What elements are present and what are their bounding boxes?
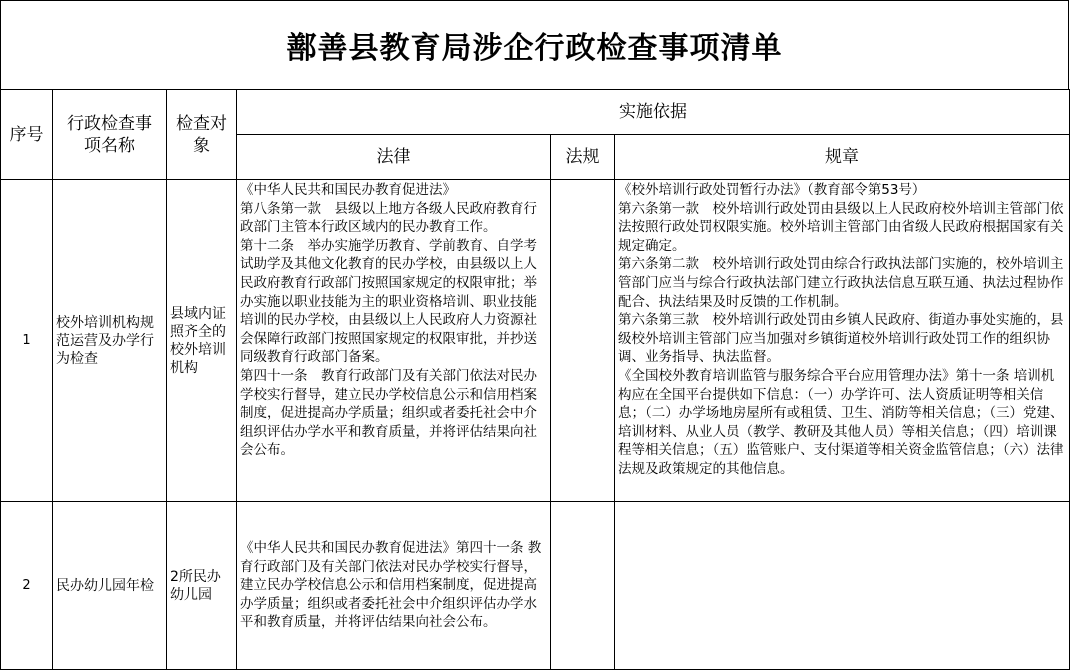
row-item-name: 民办幼儿园年检	[53, 502, 167, 670]
law-paragraph: 《中华人民共和国民办教育促进法》	[240, 182, 456, 198]
row-regulation	[551, 502, 615, 670]
header-basis: 实施依据	[237, 90, 1070, 135]
row-item-name: 校外培训机构规范运营及办学行为检查	[53, 180, 167, 502]
header-seq: 序号	[1, 90, 53, 180]
table-row	[1, 180, 1070, 502]
header-target: 检查对象	[167, 90, 237, 180]
row-seq: 2	[1, 502, 53, 670]
header-rule: 规章	[615, 135, 1070, 180]
row-law	[237, 180, 551, 502]
row-regulation	[551, 180, 615, 502]
row-seq: 1	[1, 180, 53, 502]
row-rule	[615, 502, 1070, 670]
page-title: 鄯善县教育局涉企行政检查事项清单	[286, 31, 783, 66]
rule-paragraph: 《校外培训行政处罚暂行办法》（教育部令第53号）	[618, 182, 926, 198]
header-regulation: 法规	[551, 135, 615, 180]
rule-paragraph: 《全国校外教育培训监管与服务综合平台应用管理办法》第十一条 培训机构应在全国平台提供如下信息：（一）办学许可、法人资质证明等相关信息；（二）办学场地房屋所有或租赁、卫生、消防等相关信息；（三）党建、培训材料、从业人员（教学、教研及其他人员）等相关信息；（四）培训课程等相关信息；（五）监管账户、支付渠道等相关资金监管信息；（六）法律法规及政策规定的其他信息。	[618, 367, 1064, 477]
law-paragraph: 第十二条 举办实施学历教育、学前教育、自学考试助学及其他文化教育的民办学校，由县级以上人民政府教育行政部门按照国家规定的权限审批；举办实施以职业技能为主的职业资格培训、职业技能培训的民办学校，由县级以上人民政府人力资源社会保障行政部门按照国家规定的权限审批，并抄送同级教育行政部门备案。	[240, 237, 537, 366]
checklist-table	[0, 89, 1070, 670]
law-paragraph: 《中华人民共和国民办教育促进法》第四十一条 教育行政部门及有关部门依法对民办学校实行督导，建立民办学校信息公示和信用档案制度，促进提高办学质量；组织或者委托社会中介组织评估办学水平和教育质量，并将评估结果向社会公布。	[240, 540, 542, 631]
row-target: 县域内证照齐全的校外培训机构	[167, 180, 237, 502]
title-bar	[0, 0, 1069, 90]
header-row-top	[1, 90, 1070, 135]
row-target: 2所民办幼儿园	[167, 502, 237, 670]
table-row	[1, 502, 1070, 670]
header-law: 法律	[237, 135, 551, 180]
law-paragraph: 第八条第一款 县级以上地方各级人民政府教育行政部门主管本行政区域内的民办教育工作。	[240, 200, 537, 236]
rule-paragraph: 第六条第三款 校外培训行政处罚由乡镇人民政府、街道办事处实施的，县级校外培训主管部门应当加强对乡镇街道校外培训行政处罚工作的组织协调、业务指导、执法监督。	[618, 312, 1064, 366]
row-rule	[615, 180, 1070, 502]
header-item-name: 行政检查事项名称	[53, 90, 167, 180]
law-paragraph: 第四十一条 教育行政部门及有关部门依法对民办学校实行督导，建立民办学校信息公示和信用档案制度，促进提高办学质量；组织或者委托社会中介组织评估办学水平和教育质量，并将评估结果向社会公布。	[240, 367, 537, 459]
row-law	[237, 502, 551, 670]
rule-paragraph: 第六条第一款 校外培训行政处罚由县级以上人民政府校外培训主管部门依法按照行政处罚权限实施。校外培训主管部门由省级人民政府根据国家有关规定确定。	[618, 200, 1064, 254]
rule-paragraph: 第六条第二款 校外培训行政处罚由综合行政执法部门实施的，校外培训主管部门应当与综合行政执法部门建立行政执法信息互联互通、执法过程协作配合、执法结果及时反馈的工作机制。	[618, 256, 1064, 310]
